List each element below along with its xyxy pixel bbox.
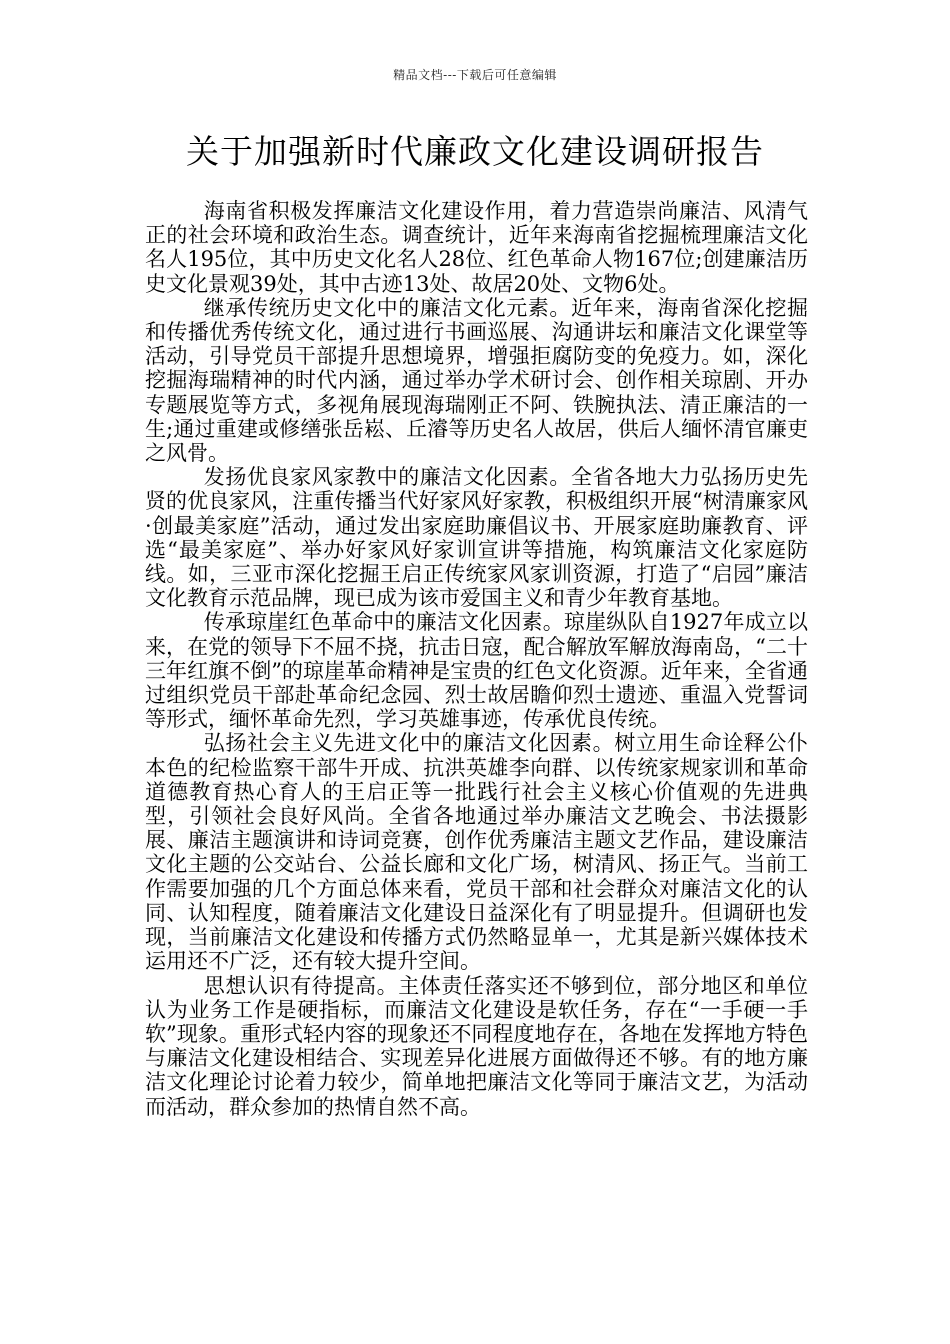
paragraph: 弘扬社会主义先进文化中的廉洁文化因素。树立用生命诠释公仆本色的纪检监察干部牛开成、抗洪英雄李向群、以传统家规家训和革命道德教育热心育人的王启正等一批践行社会主义核心价值观的先进典型，引领社会良好风尚。全省各地通过举办廉洁文艺晚会、书法摄影展、廉洁主题演讲和诗词竞赛，创作优秀廉洁主题文艺作品，建设廉洁文化主题的公交站台、公益长廊和文化广场，树清风、扬正气。当前工作需要加强的几个方面总体来看，党员干部和社会群众对廉洁文化的认同、认知程度，随着廉洁文化建设日益深化有了明显提升。但调研也发现，当前廉洁文化建设和传播方式仍然略显单一，尤其是新兴媒体技术运用还不广泛，还有较大提升空间。 xyxy=(145,731,808,974)
paragraph: 继承传统历史文化中的廉洁文化元素。近年来，海南省深化挖掘和传播优秀传统文化，通过进行书画巡展、沟通讲坛和廉洁文化课堂等活动，引导党员干部提升思想境界，增强拒腐防变的免疫力。如，深化挖掘海瑞精神的时代内涵，通过举办学术研讨会、创作相关琼剧、开办专题展览等方式，多视角展现海瑞刚正不阿、铁腕执法、清正廉洁的一生;通过重建或修缮张岳崧、丘濬等历史名人故居，供后人缅怀清官廉吏之风骨。 xyxy=(145,295,808,466)
paragraph: 海南省积极发挥廉洁文化建设作用，着力营造崇尚廉洁、风清气正的社会环境和政治生态。调查统计，近年来海南省挖掘梳理廉洁文化名人195位，其中历史文化名人28位、红色革命人物167位;创建廉洁历史文化景观39处，其中古迹13处、故居20处、文物6处。 xyxy=(145,199,808,296)
paragraph: 思想认识有待提高。主体责任落实还不够到位，部分地区和单位认为业务工作是硬指标，而廉洁文化建设是软任务，存在“一手硬一手软”现象。重形式轻内容的现象还不同程度地存在，各地在发挥地方特色与廉洁文化建设相结合、实现差异化进展方面做得还不够。有的地方廉洁文化理论讨论着力较少，简单地把廉洁文化等同于廉洁文艺，为活动而活动，群众参加的热情自然不高。 xyxy=(145,973,808,1119)
document-body xyxy=(145,199,808,1119)
paragraph: 发扬优良家风家教中的廉洁文化因素。全省各地大力弘扬历史先贤的优良家风，注重传播当代好家风好家教，积极组织开展“树清廉家风·创最美家庭”活动，通过发出家庭助廉倡议书、开展家庭助廉教育、评选“最美家庭”、举办好家风好家训宣讲等措施，构筑廉洁文化家庭防线。如，三亚市深化挖掘王启正传统家风家训资源，打造了“启园”廉洁文化教育示范品牌，现已成为该市爱国主义和青少年教育基地。 xyxy=(145,465,808,611)
paragraph: 传承琼崖红色革命中的廉洁文化因素。琼崖纵队自1927年成立以来，在党的领导下不屈不挠，抗击日寇，配合解放军解放海南岛，“二十三年红旗不倒”的琼崖革命精神是宝贵的红色文化资源。近年来，全省通过组织党员干部赴革命纪念园、烈士故居瞻仰烈士遗迹、重温入党誓词等形式，缅怀革命先烈，学习英雄事迹，传承优良传统。 xyxy=(145,610,808,732)
header-note: 精品文档---下载后可任意编辑 xyxy=(393,68,557,82)
document-title: 关于加强新时代廉政文化建设调研报告 xyxy=(186,132,764,171)
